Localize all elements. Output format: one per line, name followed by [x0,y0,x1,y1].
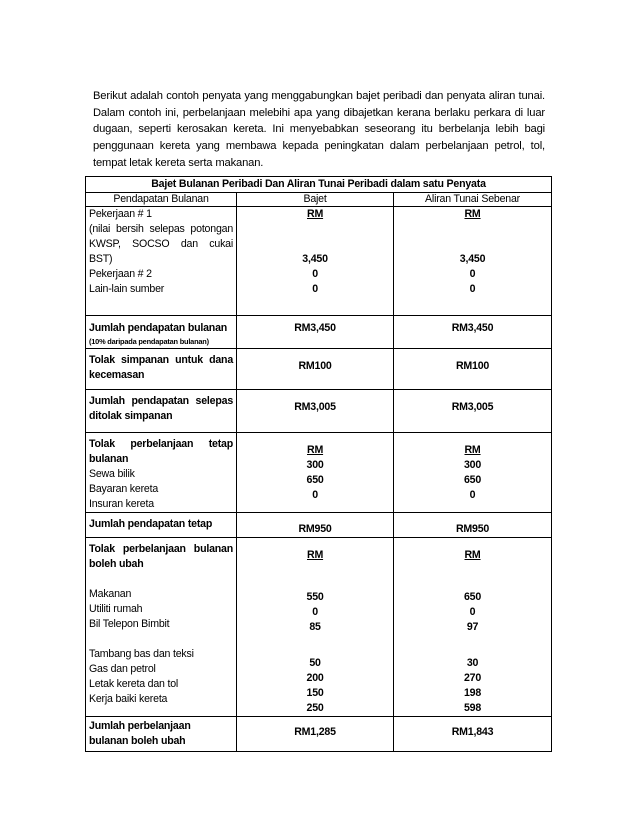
budget-other: 0 [312,283,318,295]
budget-cashflow-table [85,176,552,752]
savings-label-b: kecemasan [89,369,145,381]
total-income-budget: RM3,450 [294,322,336,334]
variable-total-label-a: Jumlah perbelanjaan [89,720,191,732]
savings-label-a: Tolak simpanan untuk dana [89,354,234,366]
after-savings-actual: RM3,005 [451,401,494,413]
total-income-note: (10% daripada pendapatan bulanan) [89,337,209,346]
actual-job2: 0 [469,268,476,280]
variable-total-budget: RM1,285 [294,726,336,738]
variable-budget-parking-toll: 150 [306,687,324,699]
fixed-item-car-payment: Bayaran kereta [89,483,159,495]
variable-label-b: boleh ubah [89,558,144,570]
actual-other: 0 [469,283,476,295]
variable-budget-car-repair: 250 [306,702,324,714]
variable-item-bus-taxi: Tambang bas dan teksi [89,648,194,660]
variable-item-utilities: Utiliti rumah [89,603,143,615]
fixed-total-actual: RM950 [455,523,490,535]
variable-total-actual: RM1,843 [451,726,494,738]
variable-budget-petrol: 200 [306,672,324,684]
table-row-income [86,207,552,316]
table-row-after-savings [86,390,552,433]
variable-actual-bus-taxi: 30 [466,657,479,669]
variable-budget-utilities: 0 [312,606,318,618]
after-savings-budget: RM3,005 [294,401,336,413]
savings-actual: RM100 [455,360,490,372]
variable-actual-utilities: 0 [469,606,476,618]
variable-total-label-b: bulanan boleh ubah [89,735,186,747]
fixed-actual-car-insurance: 0 [469,489,476,501]
fixed-total-budget: RM950 [298,523,332,535]
actual-job1: 3,450 [459,253,486,265]
fixed-item-car-insurance: Insuran kereta [89,498,154,510]
table-row-fixed-expenses [86,433,552,513]
fixed-budget-rent: 300 [306,459,324,471]
header-actual: Aliran Tunai Sebenar [394,193,552,207]
variable-budget-phone-bill: 85 [309,621,321,633]
fixed-budget-car-insurance: 0 [312,489,318,501]
table-row-variable-expenses [86,538,552,717]
intro-paragraph: Berikut adalah contoh penyata yang menggabungkan bajet peribadi dan penyata aliran tunai. Dalam contoh ini, perbelanjaan melebihi apa yang dibajetkan kerana berlaku perkara di luar dugaan, seperti kerosakan kereta. Ini menyebabkan seseorang itu berbelanja lebih bagi penggunaan kereta yang membawa kepada peningkatan dalam perbelanjaan petrol, tol, tempat letak kereta serta makanan. [93,90,545,169]
table-header-row [86,193,552,207]
job1-note-b: KWSP, SOCSO dan cukai [89,238,234,250]
table-row-variable-total [86,717,552,752]
fixed-total-label: Jumlah pendapatan tetap [89,518,213,530]
total-income-label: Jumlah pendapatan bulanan [89,322,228,334]
table-caption: Bajet Bulanan Peribadi Dan Aliran Tunai Peribadi dalam satu Penyata [86,177,552,193]
actual-rm-heading: RM [464,208,481,220]
after-savings-label-a: Jumlah pendapatan selepas [89,395,234,407]
variable-item-petrol: Gas dan petrol [89,663,156,675]
fixed-actual-rm: RM [464,444,481,456]
variable-label-a: Tolak perbelanjaan bulanan [89,543,234,555]
header-budget: Bajet [237,193,394,207]
savings-budget: RM100 [298,360,332,372]
header-income: Pendapatan Bulanan [86,193,237,207]
job1-label: Pekerjaan # 1 [89,208,152,220]
fixed-budget-rm: RM [307,444,324,456]
variable-actual-car-repair: 598 [463,702,482,714]
job1-note-c: BST) [89,253,113,265]
fixed-actual-car-payment: 650 [463,474,482,486]
table-row-total-income [86,316,552,349]
fixed-budget-car-payment: 650 [306,474,324,486]
variable-item-parking-toll: Letak kereta dan tol [89,678,179,690]
variable-item-phone-bill: Bil Telepon Bimbit [89,618,170,630]
variable-actual-rm: RM [464,549,481,561]
table-row-fixed-total [86,513,552,538]
total-income-actual: RM3,450 [451,322,494,334]
variable-budget-bus-taxi: 50 [309,657,321,669]
variable-actual-phone-bill: 97 [466,621,479,633]
fixed-label-b: bulanan [89,453,129,465]
fixed-actual-rent: 300 [463,459,482,471]
other-income-label: Lain-lain sumber [89,283,165,295]
budget-job2: 0 [312,268,318,280]
job1-note-a: (nilai bersih selepas potongan [89,223,234,235]
job2-label: Pekerjaan # 2 [89,268,152,280]
variable-item-food: Makanan [89,588,132,600]
variable-item-car-repair: Kerja baiki kereta [89,693,168,705]
variable-actual-parking-toll: 198 [463,687,482,699]
after-savings-label-b: ditolak simpanan [89,410,173,422]
table-row-savings [86,349,552,390]
fixed-item-rent: Sewa bilik [89,468,135,480]
variable-budget-food: 550 [306,591,324,603]
budget-rm-heading: RM [307,208,324,220]
variable-budget-rm: RM [307,549,324,561]
budget-job1: 3,450 [302,253,328,265]
variable-actual-petrol: 270 [463,672,482,684]
variable-actual-food: 650 [463,591,482,603]
fixed-label-a: Tolak perbelanjaan tetap [89,438,234,450]
